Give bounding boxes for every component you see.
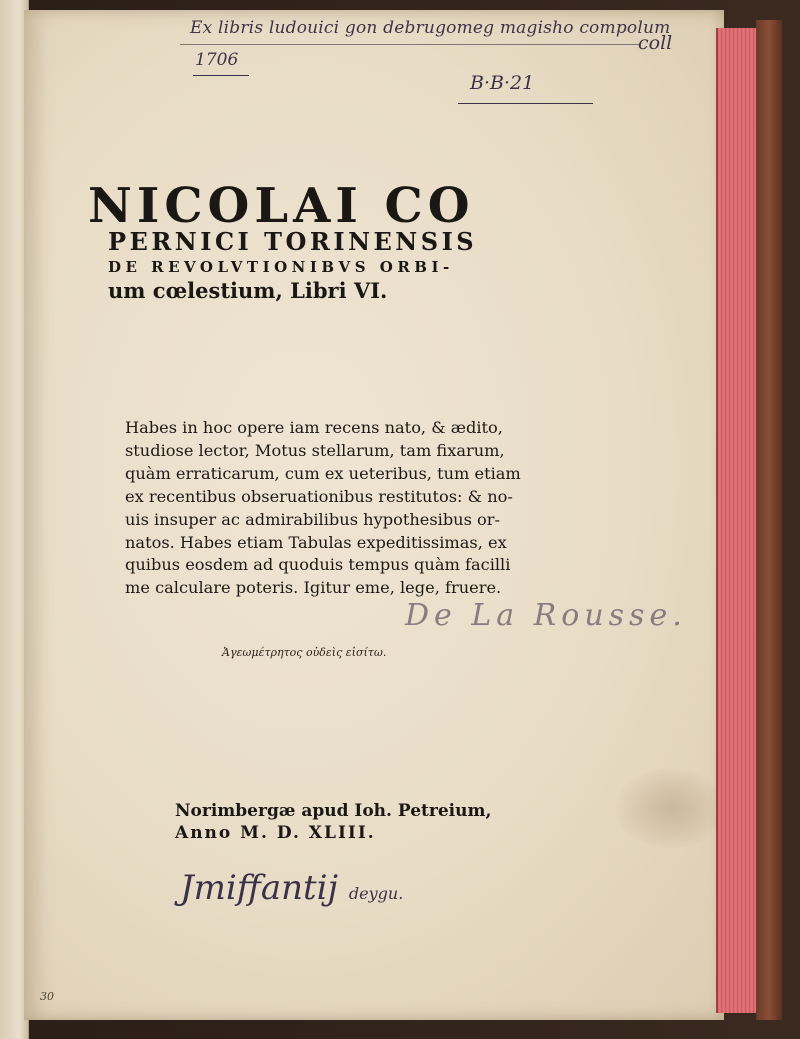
title-line-4: um cœlestium, Libri VI. [108, 278, 388, 303]
body-line: quàm erraticarum, cum ex ueteribus, tum etiam [125, 463, 521, 483]
title-line-3: DE REVOLVTIONIBVS ORBI- [108, 258, 454, 276]
body-line: studiose lector, Motus stellarum, tam fixarum, [125, 440, 505, 460]
title-line-2: PERNICI TORINENSIS [108, 227, 478, 256]
shelfmark: B·B·21 [470, 72, 535, 94]
ex-libris-inscription: Ex libris ludouici gon debrugomeg magisho compolum [190, 18, 671, 38]
body-paragraph [125, 417, 521, 600]
body-line: ex recentibus obseruationibus restitutos: & no- [125, 486, 513, 506]
folio-number: 30 [40, 990, 54, 1003]
body-line: uis insuper ac admirabilibus hypothesibus or- [125, 509, 501, 529]
red-page-edges [716, 28, 758, 1013]
ex-libris-underline [180, 44, 640, 45]
coll-inscription: coll [638, 32, 673, 54]
leather-cover-edge [756, 20, 782, 1020]
body-line: natos. Habes etiam Tabulas expeditissimas, ex [125, 532, 507, 552]
water-stain [616, 768, 726, 848]
year-inscription: 1706 [195, 50, 239, 70]
title-line-1: NICOLAI CO [88, 178, 475, 234]
handwritten-signature: De La Rousse. [405, 598, 687, 633]
imprint-line-1: Norimbergæ apud Ioh. Petreium, [175, 801, 492, 821]
year-underline [193, 75, 249, 76]
owner-signature-name: Jmiffantij [180, 868, 339, 908]
owner-signature [180, 868, 403, 908]
imprint-line-2: Anno M. D. XLIII. [175, 823, 376, 843]
owner-signature-suffix: deygu. [348, 884, 404, 903]
body-line: Habes in hoc opere iam recens nato, & ædito, [125, 418, 503, 437]
body-line: quibus eosdem ad quoduis tempus quàm facilli [125, 555, 511, 575]
shelfmark-underline [458, 103, 593, 104]
greek-motto: Ἀγεωμέτρητος οὐδεὶς εἰσίτω. [222, 646, 387, 659]
body-line: me calculare poteris. Igitur eme, lege, fruere. [125, 578, 502, 598]
